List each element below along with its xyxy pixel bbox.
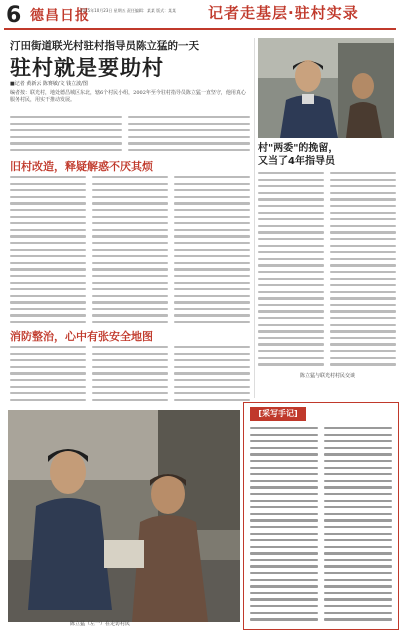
section-heading-2: 消防整治，心中有张安全地图 — [10, 330, 153, 343]
dateline: 2015年10月23日 星期五 责任编辑：某某 版式：某某 — [80, 8, 177, 13]
notes-text-col1 — [250, 427, 318, 623]
notes-text-col2 — [324, 427, 392, 623]
body-text-col6 — [10, 346, 86, 406]
article-byline: ■记者 黄新云 陈赛敏/文 钱立波/图 — [10, 81, 88, 87]
right-article-title-line2: 又当了4年指导员 — [258, 156, 335, 167]
newspaper-logo: 德昌日报 — [30, 8, 90, 24]
page-number: 6 — [6, 3, 22, 28]
body-text-col7 — [92, 346, 168, 406]
body-text-col8 — [174, 346, 250, 406]
article-subtitle: 汀田街道联光村驻村指导员陈立猛的一天 — [10, 40, 199, 52]
photo-caption: 陈立猛（左一）在走访村民 — [70, 621, 131, 627]
right-text-col2 — [330, 172, 396, 368]
column-title: 记者走基层·驻村实录 — [208, 4, 359, 22]
photo-visit — [8, 410, 240, 622]
right-article-title — [258, 142, 398, 168]
masthead — [0, 0, 400, 30]
body-text-col1 — [10, 116, 122, 156]
right-article-title-line1: 村"两委"的挽留， — [258, 143, 339, 154]
section-heading-1: 旧村改造，释疑解惑不厌其烦 — [10, 160, 153, 173]
right-text-col1 — [258, 172, 324, 368]
right-article-signature: 陈立猛与联光村村民交谈 — [300, 373, 356, 379]
column-rule — [254, 38, 255, 398]
column-title-box — [208, 2, 394, 26]
body-text-col4 — [92, 176, 168, 324]
header-divider — [4, 28, 396, 30]
article-lead: 编者按：联光村，地处德昌城区东北，辖6个村民小组，2002年至今驻村指导员陈立猛一直坚守，他用真心服务村民，用实干推动发展。 — [10, 90, 246, 103]
body-text-col2 — [128, 116, 250, 156]
body-text-col3 — [10, 176, 86, 324]
body-text-col5 — [174, 176, 250, 324]
photo-portrait — [258, 38, 394, 138]
article-title: 驻村就是要助村 — [10, 56, 164, 80]
reporter-notes-box — [243, 402, 399, 630]
reporter-notes-heading: [采写手记] — [250, 407, 306, 421]
